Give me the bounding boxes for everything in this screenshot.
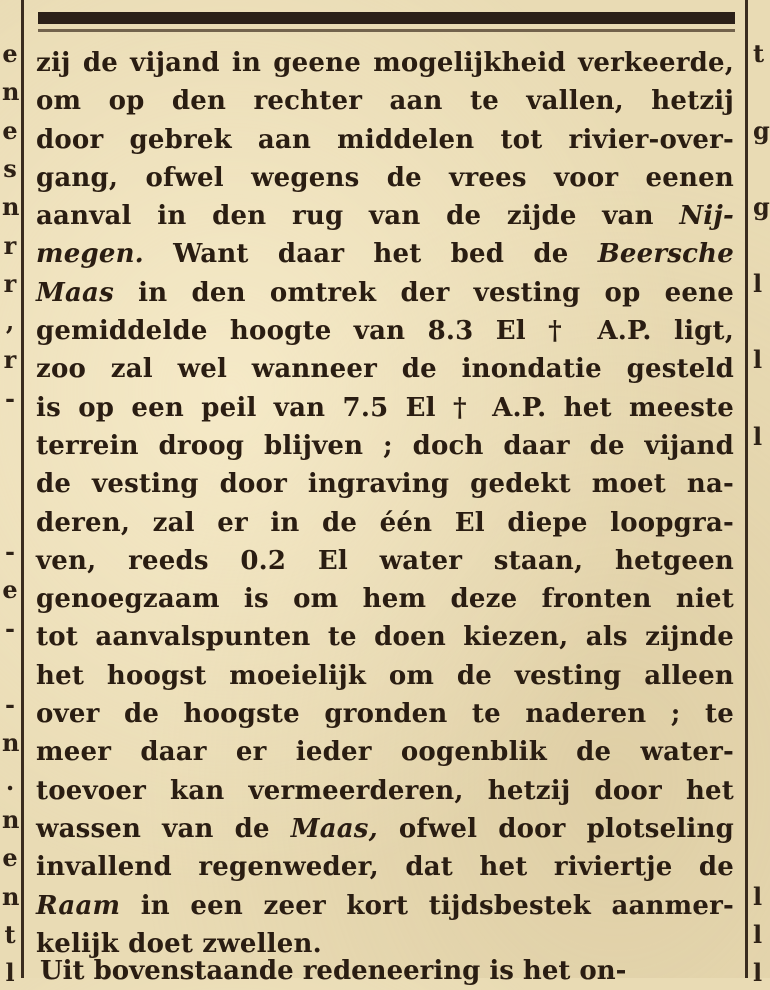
fragment-letter: e — [2, 843, 18, 873]
top-thin-rule — [38, 29, 735, 32]
text-segment: gemiddelde hoogte van 8.3 El † A.P. ligt, — [36, 316, 734, 347]
fragment-letter: n — [2, 805, 20, 834]
text-line — [36, 542, 734, 580]
text-segment: toevoer kan vermeerderen, hetzij door het — [36, 775, 734, 806]
text-line — [36, 580, 734, 618]
text-segment: aanval in den rug van de zijde van — [36, 201, 680, 232]
text-line — [36, 350, 734, 388]
text-segment: tot aanvalspunten te doen kiezen, als zijnde — [36, 622, 734, 653]
italic-text: Maas, — [290, 813, 378, 844]
fragment-letter: - — [5, 613, 15, 643]
fragment-letter: l — [753, 345, 763, 375]
fragment-letter: e — [2, 575, 18, 605]
text-line — [36, 887, 734, 925]
text-line — [36, 695, 734, 733]
fragment-letter: l — [753, 958, 763, 988]
text-line — [36, 389, 734, 427]
text-segment: in een zeer kort tijdsbestek aanmer- — [120, 890, 734, 921]
text-line — [36, 504, 734, 542]
italic-text: Beersche — [597, 239, 734, 270]
cut-off-line-text: Uit bovenstaande redeneering is het on- — [40, 956, 627, 986]
italic-text: Maas — [36, 277, 114, 308]
fragment-letter: - — [5, 536, 15, 566]
text-segment: gang, ofwel wegens de vrees voor eenen — [36, 162, 734, 193]
column-rule-right — [745, 0, 748, 978]
fragment-letter: r — [3, 268, 17, 298]
text-segment: invallend regenweder, dat het riviertje de — [36, 852, 734, 883]
text-segment: ofwel door plotseling — [377, 813, 734, 844]
fragment-letter: t — [4, 919, 16, 949]
text-segment: het hoogst moeielijk om de vesting alleen — [36, 660, 734, 691]
text-line — [36, 618, 734, 656]
text-segment: is op een peil van 7.5 El † A.P. het meeste — [36, 392, 734, 423]
fragment-letter: l — [5, 958, 15, 988]
fragment-letter: - — [5, 690, 15, 720]
text-segment: Want daar het bed de — [143, 239, 598, 270]
fragment-letter: s — [3, 153, 17, 183]
text-line — [36, 733, 734, 771]
text-segment: terrein droog blijven ; doch daar de vijand — [36, 430, 734, 461]
text-segment: zij de vijand in geene mogelijkheid verkeerde, — [36, 48, 734, 78]
text-line — [36, 848, 734, 886]
text-line — [36, 657, 734, 695]
text-line — [36, 465, 734, 503]
fragment-letter: r — [3, 345, 17, 375]
text-segment: genoegzaam is om hem deze fronten niet — [36, 584, 734, 615]
text-line — [36, 312, 734, 350]
fragment-letter: , — [5, 307, 15, 337]
text-segment: door gebrek aan middelen tot rivier-over- — [36, 124, 734, 155]
fragment-letter: n — [2, 192, 20, 222]
text-line — [36, 159, 734, 197]
text-line — [36, 772, 734, 810]
fragment-letter: l — [753, 919, 763, 949]
article-body — [36, 44, 734, 963]
text-line — [36, 121, 734, 159]
text-line — [36, 427, 734, 465]
next-column-fragment — [752, 39, 770, 988]
fragment-letter: n — [2, 881, 20, 911]
fragment-letter: e — [2, 39, 18, 68]
top-rule — [38, 12, 735, 24]
fragment-letter: l — [753, 422, 763, 451]
text-line — [36, 82, 734, 120]
text-segment: deren, zal er in de één El diepe loopgra- — [36, 507, 734, 538]
fragment-letter: g — [753, 192, 770, 222]
fragment-letter: t — [753, 39, 765, 68]
fragment-letter: r — [3, 230, 17, 260]
column-rule-left — [21, 0, 24, 978]
text-line — [36, 810, 734, 848]
text-line — [36, 44, 734, 82]
text-segment: kelijk doet zwellen. — [36, 928, 322, 959]
fragment-letter: n — [2, 77, 20, 107]
italic-text: Nij- — [679, 201, 734, 232]
fragment-letter: l — [753, 881, 763, 911]
fragment-letter: - — [5, 383, 15, 413]
italic-text: Raam — [36, 890, 121, 921]
text-segment: wassen van de — [36, 813, 291, 844]
text-segment: de vesting door ingraving gedekt moet na- — [36, 469, 734, 500]
cut-off-line — [40, 956, 730, 986]
text-line — [36, 197, 734, 235]
fragment-letter: l — [753, 268, 763, 298]
text-segment: over de hoogste gronden te naderen ; te — [36, 699, 734, 730]
text-segment: om op den rechter aan te vallen, hetzij — [36, 86, 734, 117]
text-segment: meer daar er ieder oogenblik de water- — [36, 737, 734, 768]
fragment-letter: . — [5, 766, 15, 796]
text-segment: in den omtrek der vesting op eene — [113, 277, 734, 308]
text-line — [36, 235, 734, 273]
text-line — [36, 274, 734, 312]
text-segment: ven, reeds 0.2 El water staan, hetgeen — [36, 545, 734, 576]
fragment-letter: g — [753, 115, 770, 145]
text-segment: zoo zal wel wanneer de inondatie gesteld — [36, 354, 734, 385]
fragment-letter: e — [2, 115, 18, 145]
italic-text: megen. — [36, 239, 144, 270]
fragment-letter: n — [2, 728, 20, 758]
previous-column-fragment — [0, 39, 20, 988]
